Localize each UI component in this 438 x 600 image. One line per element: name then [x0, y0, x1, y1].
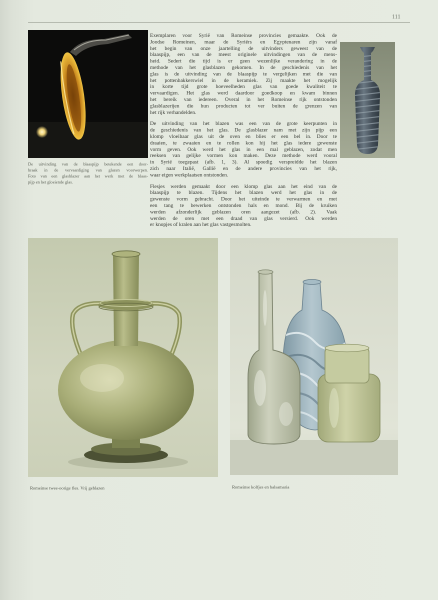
text-line: zich naar Italië, Gallië en de andere provincies van het rijk, [150, 165, 337, 172]
ribbed-flask-photo [340, 42, 395, 158]
text-line: reeksen van gelijke vormen kon maken. Deze methode werd vooral [150, 153, 337, 159]
flask-lip [112, 251, 140, 257]
text-line: werden afzonderlijk geblazen oren aangezet (afb. 2). Vaak [150, 209, 337, 215]
text-line: het begin van onze jaartelling de uitvinders geweest van de [150, 45, 337, 52]
text-line: vervaardigen. Het glas werd daardoor goedkoop en kwam binnen [150, 90, 337, 97]
text-line: Exemplaren voor Syrië van Romeinse provincies gemaakte. Ook de [150, 33, 337, 39]
text-line: in korte tijd grote hoeveelheden glas van goede kwaliteit te [150, 84, 337, 90]
caption-line: braak in de vervaardiging van glazen voorwerpen. [28, 167, 148, 173]
text-line: Flesjes werden gemaakt door een klomp glas aan het eind van de [150, 183, 337, 190]
text-line: klomp vloeibaar glas uit de oven en blies er een bel in. Door te [150, 133, 337, 140]
text-line: glasblazerijen die hun producten tot ver buiten de grenzen van [150, 103, 337, 109]
flask-body-highlight [80, 364, 124, 392]
caption-line: Foto van een glasblazer aan het werk met de blaas- [28, 173, 148, 179]
body-paragraph [150, 184, 337, 229]
glassblowing-photo [28, 30, 148, 158]
text-line: er knopjes of kralen aan het glas vastgesmolten. [150, 222, 252, 228]
text-line: het rijk verhandelden. [150, 109, 197, 116]
text-line: waar eigen werkplaatsen ontstonden. [150, 172, 229, 178]
text-line: blaaspijp te blazen. Tijdens het blazen werd het glas in de [150, 190, 337, 196]
text-line: methode van het glasblazen gekomen. In de geschiedenis van het [150, 64, 337, 71]
two-handled-flask-photo [28, 238, 218, 477]
text-line: in Syrië toegepast (afb. 1, 3). Al spoedig verspreidde het blazen [150, 159, 337, 166]
text-line: het bereik van iedereen. Overal in het Romeinse rijk ontstonden [150, 96, 337, 103]
glowing-spark [36, 126, 48, 138]
table-surface [230, 440, 398, 475]
text-line: gewenste vorm gebracht. Door het uiteinde te verwarmen en met [150, 196, 337, 203]
figure-caption-glassblowing [28, 161, 148, 185]
figure-caption-glass-vessels: Romeinse kolfjes en balsamaria [232, 484, 290, 490]
text-line: vorm geven. Ook werd het glas in een mal geblazen, zodat men [150, 146, 337, 153]
glass-vessels-photo [230, 238, 398, 475]
body-paragraph [150, 121, 337, 179]
text-line: de geschiedenis van het glas. De glasblazer nam met zijn pijp een [150, 127, 337, 134]
text-line: glas is de uitvinding van de blaaspijp te vergelijken met die van [150, 71, 337, 77]
text-line: heid. Sedert die tijd is er geen wezenlijke verandering in de [150, 58, 337, 65]
body-paragraph [150, 33, 337, 116]
text-line: Joodse Romeinen, maar de Syriërs en Egyptenaren zijn vanaf [150, 39, 337, 45]
body-text-column [150, 33, 337, 234]
text-line: De uitvinding van het blazen was een van de grote keerpunten in [150, 121, 337, 127]
flask-body [58, 340, 194, 440]
header-rule [28, 22, 410, 23]
caption-line: pijp en het gloeiende glas. [28, 179, 73, 185]
workbench-shadow [28, 122, 148, 158]
caption-line: De uitvinding van de blaaspijp betekende een door- [28, 161, 148, 167]
text-line: blaaspijp, een van de meest originele uitvindingen van de mens- [150, 52, 337, 58]
text-line: draaien, te zwaaien en te rollen kon hij het glas iedere gewenste [150, 140, 337, 146]
figure-caption-two-handled-flask: Romeinse twee-oorige fles. Vrij geblazen [30, 485, 105, 491]
page-number: 111 [392, 13, 401, 20]
text-line: het pottenbakkerswiel in de keramiek. Zij maakte het mogelijk [150, 77, 337, 84]
text-line: een tang te bewerken ontstonden hals en mond. Bij de kruiken [150, 202, 337, 209]
text-line: werden de oren met een draad van glas versierd. Ook werden [150, 215, 337, 222]
